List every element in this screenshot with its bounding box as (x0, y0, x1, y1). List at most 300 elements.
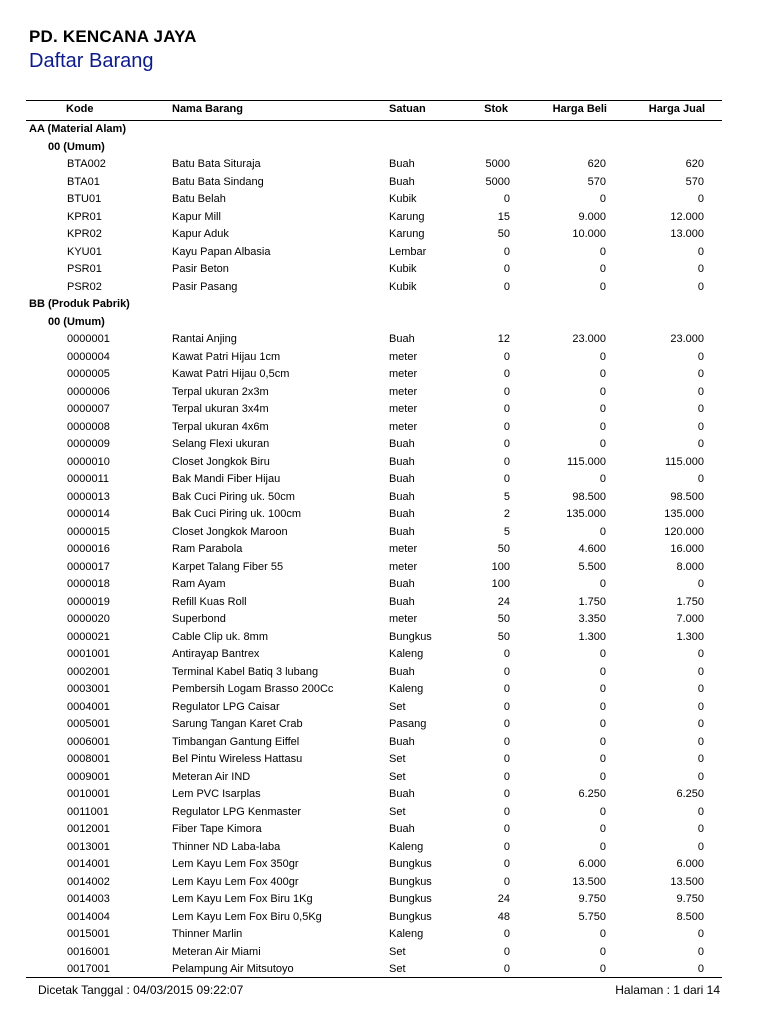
page-indicator: Halaman : 1 dari 14 (615, 983, 720, 997)
cell-harga-jual: 0 (697, 473, 704, 485)
cell-harga-beli: 3.350 (578, 613, 606, 625)
cell-nama-barang: Lem PVC Isarplas (172, 788, 261, 800)
cell-stok: 0 (503, 665, 510, 678)
cell-stok: 100 (491, 578, 510, 590)
cell-kode: 0009001 (67, 770, 110, 783)
cell-satuan: Buah (389, 508, 415, 520)
cell-satuan: meter (389, 350, 418, 363)
cell-harga-beli: 6.250 (578, 788, 606, 800)
cell-satuan: Bungkus (389, 630, 432, 643)
cell-stok: 0 (503, 928, 510, 940)
cell-satuan: meter (389, 420, 418, 433)
cell-nama-barang: Lem Kayu Lem Fox Biru 1Kg (172, 893, 313, 905)
cell-stok: 100 (491, 560, 510, 573)
cell-stok: 0 (503, 840, 510, 853)
table-row (0, 646, 768, 664)
cell-stok: 0 (503, 280, 510, 293)
cell-nama-barang: Batu Belah (172, 193, 226, 205)
cell-nama-barang: Terpal ukuran 4x6m (172, 420, 269, 433)
table-row (0, 891, 768, 909)
cell-nama-barang: Selang Flexi ukuran (172, 438, 270, 450)
cell-harga-jual: 8.500 (676, 910, 704, 923)
cell-kode: 0013001 (67, 840, 110, 853)
table-row (0, 401, 768, 419)
cell-harga-beli: 0 (599, 945, 606, 958)
cell-harga-beli: 0 (599, 578, 606, 590)
cell-harga-beli: 6.000 (578, 858, 606, 870)
cell-satuan: Kaleng (389, 648, 424, 660)
table-row (0, 821, 768, 839)
cell-harga-beli: 570 (587, 175, 606, 188)
cell-satuan: Kubik (389, 193, 417, 205)
cell-harga-beli: 135.000 (566, 508, 606, 520)
cell-harga-jual: 0 (697, 648, 704, 660)
cell-stok: 0 (503, 438, 510, 450)
cell-harga-beli: 1.300 (578, 630, 606, 643)
cell-harga-jual: 6.250 (676, 788, 704, 800)
table-row (0, 471, 768, 489)
table-row (0, 874, 768, 892)
cell-stok: 0 (503, 858, 510, 870)
cell-harga-jual: 0 (697, 683, 704, 695)
cell-harga-beli: 0 (599, 245, 606, 258)
cell-harga-jual: 0 (697, 245, 704, 258)
cell-harga-jual: 0 (697, 578, 704, 590)
cell-nama-barang: Pasir Pasang (172, 280, 238, 293)
cell-nama-barang: Meteran Air Miami (172, 945, 261, 958)
cell-satuan: Buah (389, 823, 415, 835)
cell-stok: 48 (497, 910, 510, 923)
cell-satuan: Karung (389, 210, 425, 223)
cell-stok: 0 (503, 718, 510, 730)
cell-harga-beli: 98.500 (572, 490, 606, 503)
cell-stok: 0 (503, 770, 510, 783)
cell-stok: 0 (503, 473, 510, 485)
cell-harga-beli: 1.750 (578, 595, 606, 608)
cell-nama-barang: Terpal ukuran 2x3m (172, 385, 269, 398)
cell-kode: 0014002 (67, 875, 110, 888)
column-header-stok: Stok (484, 103, 508, 115)
cell-satuan: Buah (389, 578, 415, 590)
cell-kode: 0016001 (67, 945, 110, 958)
cell-harga-beli: 0 (599, 963, 606, 975)
subgroup-row (0, 314, 768, 332)
cell-harga-jual: 9.750 (676, 893, 704, 905)
table-row (0, 909, 768, 927)
cell-stok: 0 (503, 455, 510, 468)
cell-stok: 15 (497, 210, 510, 223)
cell-nama-barang: Thinner ND Laba-laba (172, 840, 281, 853)
cell-stok: 0 (503, 263, 510, 275)
cell-nama-barang: Closet Jongkok Maroon (172, 525, 288, 538)
cell-harga-beli: 0 (599, 805, 606, 818)
table-row (0, 751, 768, 769)
cell-stok: 0 (503, 823, 510, 835)
table-row (0, 541, 768, 559)
cell-harga-jual: 0 (697, 963, 704, 975)
cell-kode: 0001001 (67, 648, 110, 660)
cell-satuan: Buah (389, 490, 415, 503)
table-row (0, 839, 768, 857)
cell-kode: 0008001 (67, 753, 110, 765)
cell-satuan: Buah (389, 665, 415, 678)
cell-harga-beli: 0 (599, 263, 606, 275)
cell-harga-jual: 0 (697, 438, 704, 450)
cell-harga-beli: 0 (599, 700, 606, 713)
cell-harga-jual: 0 (697, 840, 704, 853)
cell-harga-beli: 5.750 (578, 910, 606, 923)
cell-kode: 0011001 (67, 805, 110, 818)
cell-harga-jual: 13.500 (670, 875, 704, 888)
cell-stok: 0 (503, 648, 510, 660)
cell-harga-beli: 0 (599, 525, 606, 538)
cell-nama-barang: Fiber Tape Kimora (172, 823, 262, 835)
cell-harga-jual: 13.000 (670, 228, 704, 240)
cell-kode: 0000013 (67, 490, 110, 503)
cell-stok: 2 (503, 508, 510, 520)
cell-harga-beli: 10.000 (572, 228, 606, 240)
cell-nama-barang: Pasir Beton (172, 263, 229, 275)
cell-stok: 0 (503, 683, 510, 695)
cell-nama-barang: Refill Kuas Roll (172, 595, 247, 608)
cell-stok: 0 (503, 963, 510, 975)
cell-nama-barang: Lem Kayu Lem Fox Biru 0,5Kg (172, 910, 322, 923)
cell-nama-barang: Ram Ayam (172, 578, 226, 590)
cell-stok: 0 (503, 735, 510, 748)
table-row (0, 436, 768, 454)
cell-harga-jual: 0 (697, 805, 704, 818)
cell-satuan: meter (389, 560, 418, 573)
cell-harga-beli: 0 (599, 718, 606, 730)
cell-stok: 0 (503, 193, 510, 205)
cell-kode: 0003001 (67, 683, 110, 695)
cell-harga-beli: 9.000 (578, 210, 606, 223)
cell-harga-jual: 0 (697, 753, 704, 765)
table-row (0, 611, 768, 629)
table-row (0, 156, 768, 174)
cell-satuan: Set (389, 963, 406, 975)
cell-stok: 0 (503, 385, 510, 398)
table-row (0, 926, 768, 944)
cell-stok: 0 (503, 350, 510, 363)
table-row (0, 419, 768, 437)
cell-stok: 0 (503, 700, 510, 713)
cell-harga-beli: 0 (599, 928, 606, 940)
cell-nama-barang: Kapur Aduk (172, 228, 229, 240)
cell-nama-barang: Timbangan Gantung Eiffel (172, 735, 300, 748)
cell-nama-barang: Lem Kayu Lem Fox 350gr (172, 858, 299, 870)
cell-nama-barang: Bak Mandi Fiber Hijau (172, 473, 281, 485)
cell-harga-beli: 23.000 (572, 333, 606, 345)
cell-satuan: Buah (389, 525, 415, 538)
cell-satuan: meter (389, 403, 418, 415)
table-row (0, 454, 768, 472)
cell-kode: 0017001 (67, 963, 110, 975)
cell-satuan: Buah (389, 455, 415, 468)
cell-harga-beli: 0 (599, 473, 606, 485)
cell-satuan: Kubik (389, 280, 417, 293)
cell-stok: 0 (503, 245, 510, 258)
cell-stok: 12 (497, 333, 510, 345)
group-row (0, 296, 768, 314)
cell-nama-barang: Regulator LPG Kenmaster (172, 805, 302, 818)
table-row (0, 524, 768, 542)
cell-kode: PSR02 (67, 280, 102, 293)
table-row (0, 366, 768, 384)
subgroup-label: 00 (Umum) (48, 315, 105, 328)
column-header-nama-barang: Nama Barang (172, 103, 243, 115)
item-table-body (0, 121, 768, 979)
table-row (0, 559, 768, 577)
cell-nama-barang: Kawat Patri Hijau 0,5cm (172, 368, 290, 380)
cell-harga-jual: 0 (697, 718, 704, 730)
footer-rule (26, 977, 722, 978)
cell-harga-beli: 0 (599, 770, 606, 783)
cell-kode: KPR02 (67, 228, 102, 240)
cell-nama-barang: Cable Clip uk. 8mm (172, 630, 268, 643)
table-row (0, 576, 768, 594)
cell-kode: 0014004 (67, 910, 110, 923)
cell-harga-jual: 0 (697, 350, 704, 363)
cell-kode: BTA002 (67, 158, 106, 170)
cell-harga-jual: 6.000 (676, 858, 704, 870)
cell-harga-beli: 0 (599, 403, 606, 415)
cell-kode: 0000019 (67, 595, 110, 608)
cell-satuan: meter (389, 613, 418, 625)
column-header-satuan: Satuan (389, 103, 426, 115)
cell-satuan: meter (389, 368, 418, 380)
cell-harga-jual: 0 (697, 945, 704, 958)
cell-harga-jual: 0 (697, 280, 704, 293)
cell-satuan: Buah (389, 175, 415, 188)
cell-kode: BTU01 (67, 193, 102, 205)
cell-harga-jual: 0 (697, 368, 704, 380)
cell-harga-jual: 0 (697, 823, 704, 835)
cell-nama-barang: Pelampung Air Mitsutoyo (172, 963, 294, 975)
cell-satuan: Buah (389, 595, 415, 608)
cell-harga-jual: 16.000 (670, 543, 704, 555)
cell-satuan: Bungkus (389, 858, 432, 870)
cell-nama-barang: Pembersih Logam Brasso 200Cc (172, 683, 334, 695)
cell-nama-barang: Batu Bata Situraja (172, 158, 261, 170)
cell-harga-beli: 0 (599, 420, 606, 433)
cell-harga-jual: 23.000 (670, 333, 704, 345)
cell-nama-barang: Closet Jongkok Biru (172, 455, 270, 468)
column-header-harga-jual: Harga Jual (648, 103, 705, 115)
table-row (0, 209, 768, 227)
table-row (0, 716, 768, 734)
cell-stok: 24 (497, 595, 510, 608)
cell-harga-jual: 1.300 (676, 630, 704, 643)
cell-kode: 0000018 (67, 578, 110, 590)
cell-satuan: meter (389, 543, 418, 555)
cell-harga-beli: 0 (599, 753, 606, 765)
cell-nama-barang: Kayu Papan Albasia (172, 245, 271, 258)
cell-nama-barang: Bak Cuci Piring uk. 100cm (172, 508, 301, 520)
cell-kode: 0006001 (67, 735, 110, 748)
cell-harga-beli: 620 (587, 158, 606, 170)
table-row (0, 261, 768, 279)
cell-nama-barang: Thinner Marlin (172, 928, 243, 940)
column-header-harga-beli: Harga Beli (552, 103, 607, 115)
cell-harga-jual: 570 (685, 175, 704, 188)
column-header-kode: Kode (66, 103, 94, 115)
table-row (0, 349, 768, 367)
cell-nama-barang: Terpal ukuran 3x4m (172, 403, 269, 415)
cell-kode: 0005001 (67, 718, 110, 730)
cell-kode: 0000015 (67, 525, 110, 538)
cell-kode: 0000004 (67, 350, 110, 363)
cell-satuan: Bungkus (389, 893, 432, 905)
table-row (0, 174, 768, 192)
cell-kode: 0000009 (67, 438, 110, 450)
cell-nama-barang: Batu Bata Sindang (172, 175, 264, 188)
cell-nama-barang: Terminal Kabel Batiq 3 lubang (172, 665, 319, 678)
table-row (0, 489, 768, 507)
cell-stok: 50 (497, 543, 510, 555)
table-row (0, 191, 768, 209)
cell-kode: BTA01 (67, 175, 100, 188)
cell-harga-beli: 13.500 (572, 875, 606, 888)
cell-stok: 50 (497, 228, 510, 240)
cell-kode: 0010001 (67, 788, 110, 800)
cell-nama-barang: Rantai Anjing (172, 333, 237, 345)
cell-satuan: Buah (389, 788, 415, 800)
cell-kode: 0012001 (67, 823, 110, 835)
cell-harga-jual: 0 (697, 403, 704, 415)
cell-nama-barang: Meteran Air IND (172, 770, 251, 783)
cell-satuan: Buah (389, 158, 415, 170)
cell-nama-barang: Bel Pintu Wireless Hattasu (172, 753, 303, 765)
cell-nama-barang: Kawat Patri Hijau 1cm (172, 350, 281, 363)
cell-stok: 24 (497, 893, 510, 905)
cell-stok: 5000 (485, 158, 510, 170)
cell-harga-jual: 8.000 (676, 560, 704, 573)
subgroup-row (0, 139, 768, 157)
cell-stok: 5000 (485, 175, 510, 188)
cell-satuan: Kaleng (389, 928, 424, 940)
cell-stok: 0 (503, 805, 510, 818)
table-row (0, 226, 768, 244)
cell-harga-beli: 0 (599, 438, 606, 450)
cell-harga-jual: 115.000 (665, 455, 704, 468)
cell-harga-beli: 9.750 (578, 893, 606, 905)
table-row (0, 786, 768, 804)
cell-satuan: Karung (389, 228, 425, 240)
cell-satuan: Set (389, 805, 406, 818)
cell-stok: 0 (503, 945, 510, 958)
cell-kode: 0000017 (67, 560, 110, 573)
cell-harga-beli: 0 (599, 280, 606, 293)
cell-harga-beli: 4.600 (578, 543, 606, 555)
table-row (0, 699, 768, 717)
cell-nama-barang: Ram Parabola (172, 543, 243, 555)
cell-kode: 0000020 (67, 613, 110, 625)
cell-harga-jual: 0 (697, 385, 704, 398)
group-label: BB (Produk Pabrik) (29, 298, 130, 310)
cell-satuan: meter (389, 385, 418, 398)
table-row (0, 506, 768, 524)
cell-nama-barang: Karpet Talang Fiber 55 (172, 560, 284, 573)
cell-satuan: Bungkus (389, 875, 432, 888)
cell-satuan: Lembar (389, 245, 427, 258)
cell-harga-jual: 7.000 (676, 613, 704, 625)
cell-kode: 0004001 (67, 700, 110, 713)
table-row (0, 961, 768, 979)
cell-nama-barang: Regulator LPG Caisar (172, 700, 280, 713)
cell-kode: 0014003 (67, 893, 110, 905)
cell-kode: 0000016 (67, 543, 110, 555)
cell-harga-beli: 0 (599, 823, 606, 835)
cell-kode: KPR01 (67, 210, 102, 223)
cell-harga-beli: 0 (599, 648, 606, 660)
table-row (0, 384, 768, 402)
cell-harga-beli: 0 (599, 368, 606, 380)
cell-satuan: Bungkus (389, 910, 432, 923)
cell-nama-barang: Kapur Mill (172, 210, 221, 223)
cell-stok: 50 (497, 613, 510, 625)
cell-kode: 0000011 (67, 473, 110, 485)
cell-stok: 0 (503, 875, 510, 888)
table-row (0, 804, 768, 822)
table-row (0, 594, 768, 612)
cell-kode: KYU01 (67, 245, 102, 258)
cell-harga-beli: 0 (599, 683, 606, 695)
cell-kode: 0000006 (67, 385, 110, 398)
cell-harga-jual: 0 (697, 928, 704, 940)
cell-harga-jual: 0 (697, 665, 704, 678)
cell-stok: 0 (503, 788, 510, 800)
table-row (0, 244, 768, 262)
cell-harga-beli: 0 (599, 665, 606, 678)
cell-nama-barang: Lem Kayu Lem Fox 400gr (172, 875, 299, 888)
cell-kode: 0000008 (67, 420, 110, 433)
cell-harga-jual: 0 (697, 420, 704, 433)
cell-kode: 0015001 (67, 928, 110, 940)
cell-satuan: Set (389, 700, 406, 713)
cell-harga-jual: 12.000 (670, 210, 704, 223)
cell-harga-jual: 120.000 (664, 525, 704, 538)
cell-satuan: Set (389, 770, 406, 783)
cell-kode: 0000001 (67, 333, 110, 345)
table-row (0, 944, 768, 962)
cell-kode: 0002001 (67, 665, 110, 678)
cell-harga-jual: 98.500 (670, 490, 704, 503)
cell-harga-beli: 0 (599, 735, 606, 748)
cell-satuan: Buah (389, 438, 415, 450)
cell-harga-jual: 0 (697, 735, 704, 748)
cell-harga-beli: 0 (599, 385, 606, 398)
table-row (0, 629, 768, 647)
cell-stok: 5 (503, 525, 510, 538)
cell-kode: 0000010 (67, 455, 110, 468)
cell-satuan: Set (389, 945, 406, 958)
table-row (0, 769, 768, 787)
cell-satuan: Kaleng (389, 840, 424, 853)
cell-stok: 50 (497, 630, 510, 643)
cell-kode: PSR01 (67, 263, 102, 275)
cell-harga-jual: 620 (685, 158, 704, 170)
cell-kode: 0000021 (67, 630, 110, 643)
cell-harga-jual: 0 (697, 700, 704, 713)
cell-stok: 0 (503, 753, 510, 765)
cell-stok: 5 (503, 490, 510, 503)
group-row (0, 121, 768, 139)
subgroup-label: 00 (Umum) (48, 140, 105, 153)
cell-harga-jual: 135.000 (664, 508, 704, 520)
cell-nama-barang: Superbond (172, 613, 226, 625)
cell-harga-beli: 115.000 (567, 455, 606, 468)
